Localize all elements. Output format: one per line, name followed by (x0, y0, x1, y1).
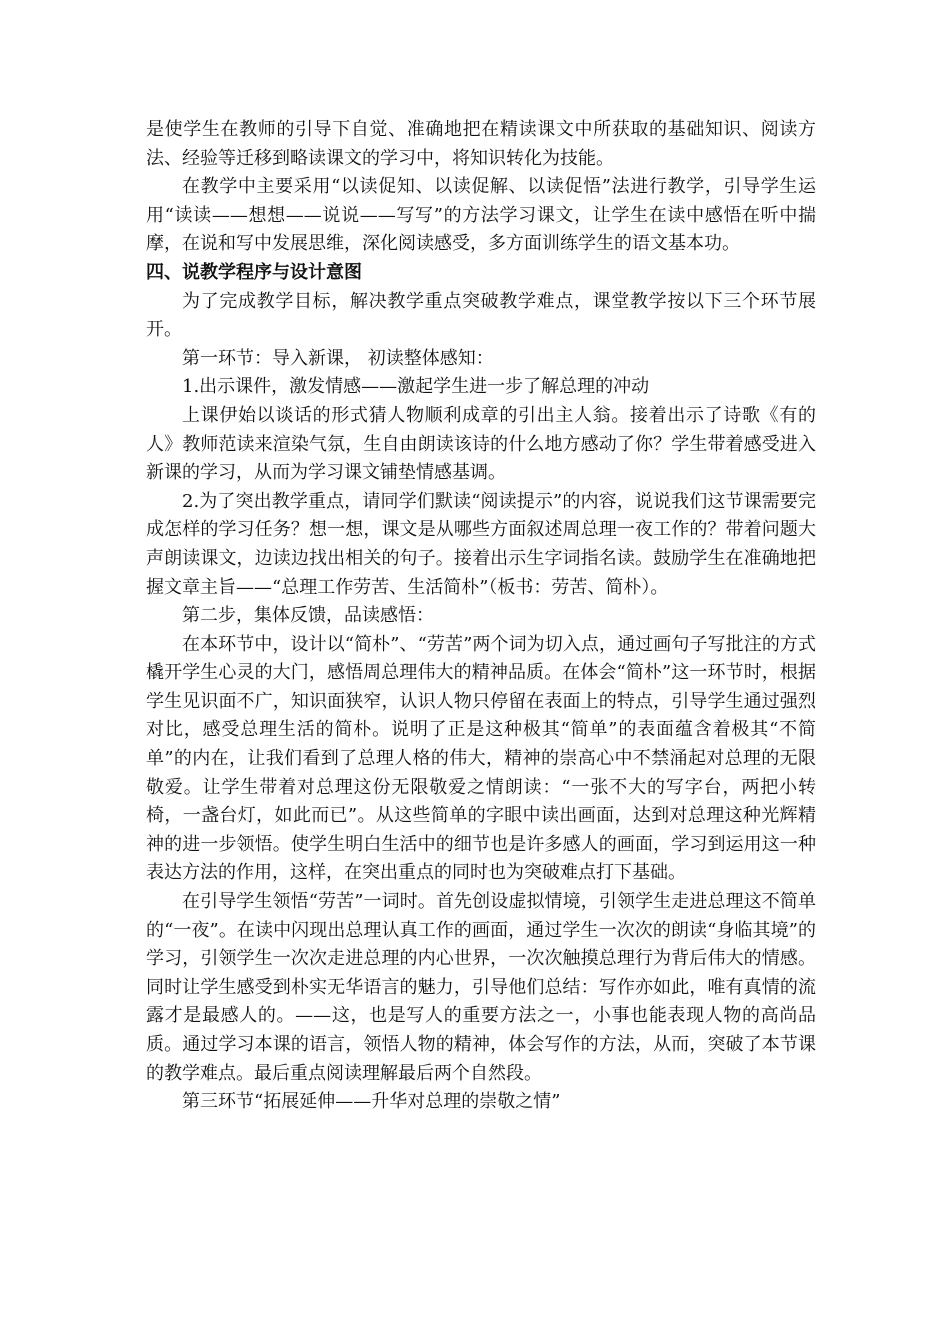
paragraph-intro: 为了完成教学目标，解决教学重点突破教学难点，课堂教学按以下三个环节展开。 (146, 290, 816, 341)
step1-item1-body: 上课伊始以谈话的形式猜人物顺利成章的引出主人翁。接着出示了诗歌《有的人》教师范读来渲染气氛，生自由朗读该诗的什么地方感动了你？学生带着感受进入新课的学习，从而为学习课文铺垫情感基调。 (146, 404, 816, 484)
paragraph-continuation: 是使学生在教师的引导下自觉、准确地把在精读课文中所获取的基础知识、阅读方法、经验等迁移到略读课文的学习中，将知识转化为技能。 (146, 119, 816, 169)
step1-item2: 2.为了突出教学重点，请同学们默读“阅读提示”的内容，说说我们这节课需要完成怎样的学习任务？想一想，课文是从哪些方面叙述周总理一夜工作的？带着问题大声朗读课文，边读边找出相关的句子。接着出示生字词指名读。鼓励学生在准确地把握文章主旨——“总理工作劳苦、生活简朴”（板书：劳苦、简朴）。 (146, 490, 816, 598)
section-heading-4: 四、说教学程序与设计意图 (146, 261, 362, 283)
step3-title: 第三环节“拓展延伸——升华对总理的崇敬之情” (182, 1091, 561, 1113)
step2-body-simple: 在本环节中，设计以“简朴”、“劳苦”两个词为切入点，通过画句子写批注的方式橇开学生心灵的大门，感悟周总理伟大的精神品质。在体会“简朴”这一环节时，根据学生见识面不广，知识面狭窄，认识人物只停留在表面上的特点，引导学生通过强烈对比，感受总理生活的简朴。说明了正是这种极其“简单”的表面蕴含着极其“不简单”的内在，让我们看到了总理人格的伟大，精神的崇高心中不禁涌起对总理的无限敬爱。让学生带着对总理这份无限敬爱之情朗读：“一张不大的写字台，两把小转椅，一盏台灯，如此而已”。从这些简单的字眼中读出画面，达到对总理这种光辉精神的进一步领悟。使学生明白生活中的细节也是许多感人的画面，学习到运用这一种表达方法的作用，这样，在突出重点的同时也为突破难点打下基础。 (146, 633, 816, 884)
paragraph-teaching-method: 在教学中主要采用“以读促知、以读促解、以读促悟”法进行教学，引导学生运用“读读——想想——说说——写写”的方法学习课文，让学生在读中感悟在听中揣摩，在说和写中发展思维，深化阅读感受，多方面训练学生的语文基本功。 (146, 176, 816, 255)
step2-body-laborious: 在引导学生领悟“劳苦”一词时。首先创设虚拟情境，引领学生走进总理这不简单的“一夜”。在读中闪现出总理认真工作的画面，通过学生一次次的朗读“身临其境”的学习，引领学生一次次走进总理的内心世界，一次次触摸总理行为背后伟大的情感。同时让学生感受到朴实无华语言的魅力，引导他们总结：写作亦如此，唯有真情的流露才是最感人的。——这，也是写人的重要方法之一，小事也能表现人物的高尚品质。通过学习本课的语言，领悟人物的精神，体会写作的方法，从而，突破了本节课的教学难点。最后重点阅读理解最后两个自然段。 (146, 891, 816, 1084)
step1-title: 第一环节：导入新课， 初读整体感知： (182, 347, 494, 369)
step1-item1-title: 1.出示课件，激发情感——激起学生进一步了解总理的冲动 (182, 376, 650, 398)
document-page (146, 116, 816, 1117)
step2-title: 第二步，集体反馈，品读感悟： (182, 605, 434, 627)
